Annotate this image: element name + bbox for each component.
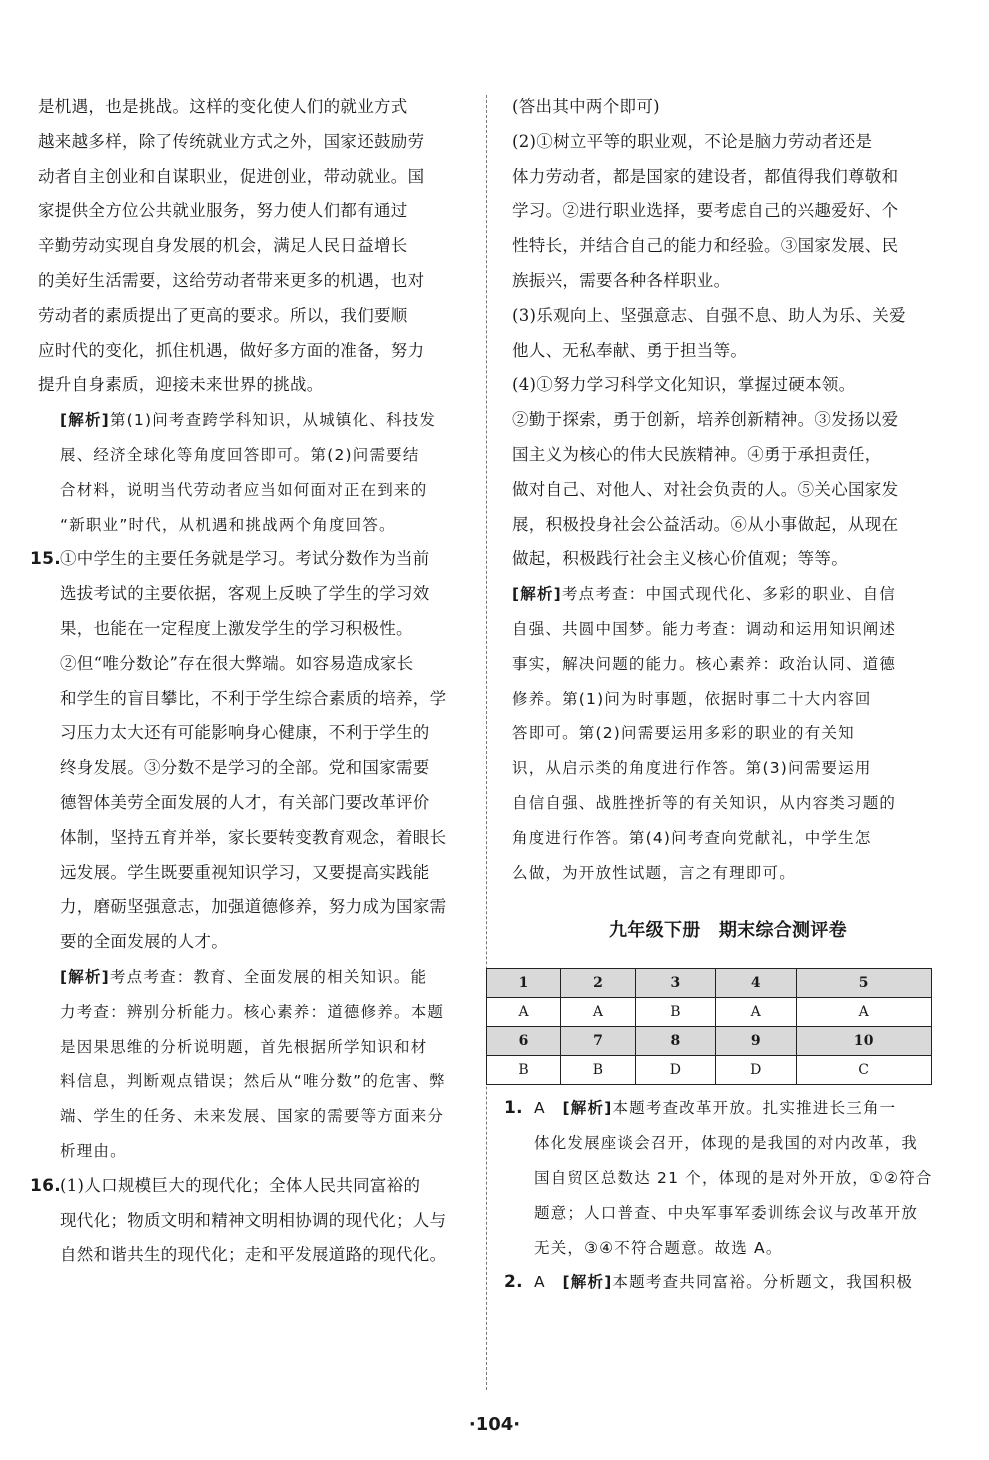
table-cell: 4 — [716, 969, 796, 998]
analysis-15: [解析]考点考查：教育、全面发展的相关知识。能 力考查：辨别分析能力。核心素养：道德修养。本题 是因果思维的分析说明题，首先根据所学知识和材 料信息，判断观点错误；然后从“唯分数”的危害、弊 端、学生的任务、未来发展、国家的需要等方面来分 析理由。 — [60, 967, 446, 1160]
analysis-label: [解析] — [562, 1273, 613, 1292]
analysis-label: [解析] — [60, 411, 110, 430]
table-row — [487, 1027, 932, 1056]
answer-choice: A — [534, 1273, 546, 1292]
table-cell: D — [635, 1056, 715, 1085]
table-row — [487, 998, 932, 1027]
table-cell: C — [796, 1056, 931, 1085]
answer-2: 2. A [解析]本题考查共同富裕。分析题文，我国积极 — [512, 1265, 944, 1300]
table-cell: 5 — [796, 969, 931, 998]
table-cell: 6 — [487, 1027, 561, 1056]
table-row — [487, 969, 932, 998]
text-line: 应时代的变化，抓住机遇，做好多方面的准备，努力 — [38, 340, 425, 360]
answer-1: 1. A [解析]本题考查改革开放。扎实推进长三角一 体化发展座谈会召开，体现的是我国的对内改革，我 国自贸区总数达 21 个，体现的是对外开放，①②符合 题意；人口普查、中央军事军委训练会议与改革开放 无关，③④不符合题意。故选 A。 — [512, 1091, 944, 1265]
table-cell: 10 — [796, 1027, 931, 1056]
text-line: 动者自主创业和自谋职业，促进创业，带动就业。国 — [38, 166, 425, 186]
table-cell: B — [635, 998, 715, 1027]
table-cell: 3 — [635, 969, 715, 998]
analysis-label: [解析] — [60, 967, 110, 986]
table-cell: 7 — [561, 1027, 635, 1056]
table-cell: 9 — [716, 1027, 796, 1056]
table-row — [487, 1056, 932, 1085]
table-cell: A — [487, 998, 561, 1027]
question-number: 15. — [30, 549, 62, 570]
text-line: 越来越多样，除了传统就业方式之外，国家还鼓励劳 — [38, 131, 425, 151]
text-line: 家提供全方位公共就业服务，努力使人们都有通过 — [38, 201, 408, 221]
table-cell: 8 — [635, 1027, 715, 1056]
text-line: 提升自身素质，迎接未来世界的挑战。 — [38, 375, 324, 395]
text-line: 辛勤劳动实现自身发展的机会，满足人民日益增长 — [38, 236, 408, 256]
section-title: 九年级下册 期末综合测评卷 — [609, 920, 847, 942]
question-number: 16. — [30, 1175, 62, 1196]
analysis-16: [解析]考点考查：中国式现代化、多彩的职业、自信 自强、共圆中国梦。能力考查：调动和运用知识阐述 事实，解决问题的能力。核心素养：政治认同、道德 修养。第(1)问为时事题，依据时事二十大内容回 答即可。第(2)问需要运用多彩的职业的有关知 识，从启示类的角度进行作答。第(3)问需要运用 自信自强、战胜挫折等的有关知识，从内容类习题的 角度进行作答。第(4)问考查向党献礼，中学生怎 么做，为开放性试题，言之有理即可。 — [512, 585, 897, 882]
table-cell: 1 — [487, 969, 561, 998]
text-line: 劳动者的素质提出了更高的要求。所以，我们要顺 — [38, 305, 408, 325]
answer-16-continued: (答出其中两个即可) (2)①树立平等的职业观，不论是脑力劳动者还是 体力劳动者，都是国家的建设者，都值得我们尊敬和 学习。②进行职业选择，要考虑自己的兴趣爱好、个 性特长，并结合自己的能力和经验。③国家发展、民 族振兴，需要各种各样职业。 (3)乐观向上、坚强意志、自强不息、助人为乐、关爱 他人、无私奉献、勇于担当等。 (4)①努力学习科学文化知识，掌握过硬本领。 ②勤于探索，勇于创新，培养创新精神。③发扬以爱 国主义为核心的伟大民族精神。④勇于承担责任， 做对自己、对他人、对社会负责的人。⑤关心国家发 展，积极投身社会公益活动。⑥从小事做起，从现在 做起，积极践行社会主义核心价值观；等等。 — [512, 97, 906, 569]
table-cell: B — [561, 1056, 635, 1085]
answer-14-continued — [38, 90, 470, 403]
text-line: 的美好生活需要，这给劳动者带来更多的机遇，也对 — [38, 270, 425, 290]
answer-choice: A — [534, 1099, 546, 1118]
answer-15: 15. ①中学生的主要任务就是学习。考试分数作为当前 选拔考试的主要依据，客观上反映了学生的学习效 果，也能在一定程度上激发学生的学习积极性。 ②但“唯分数论”存在很大弊端。如容易造成家长 和学生的盲目攀比，不利于学生综合素质的培养，学 习压力太大还有可能影响身心健康，不利于学生的 终身发展。③分数不是学习的全部。党和国家需要 德智体美劳全面发展的人才，有关部门要改革评价 体制，坚持五育并举，家长要转变教育观念，着眼长 远发展。学生既要重视知识学习，又要提高实践能 力，磨砺坚强意志，加强道德修养，努力成为国家需 要的全面发展的人才。 — [38, 542, 470, 960]
table-cell: A — [716, 998, 796, 1027]
answer-16: 16. (1)人口规模巨大的现代化；全体人民共同富裕的 现代化；物质文明和精神文明相协调的现代化；人与 自然和谐共生的现代化；走和平发展道路的现代化。 — [38, 1169, 470, 1273]
right-column — [504, 90, 944, 1300]
left-column — [30, 90, 470, 1273]
table-cell: A — [796, 998, 931, 1027]
table-cell: B — [487, 1056, 561, 1085]
analysis-label: [解析] — [562, 1099, 613, 1118]
question-number: 1. — [504, 1098, 523, 1119]
column-divider — [486, 95, 487, 1390]
table-cell: 2 — [561, 969, 635, 998]
text-line: 是机遇，也是挑战。这样的变化使人们的就业方式 — [38, 97, 408, 116]
table-cell: D — [716, 1056, 796, 1085]
page-number: ·104· — [468, 1414, 521, 1435]
answer-table — [486, 968, 932, 1085]
question-number: 2. — [504, 1272, 523, 1293]
analysis-14: [解析]第(1)问考查跨学科知识，从城镇化、科技发 展、经济全球化等角度回答即可。第(2)问需要结 合材料，说明当代劳动者应当如何面对正在到来的 “新职业”时代，从机遇和挑战两个角度回答。 — [60, 411, 437, 534]
analysis-label: [解析] — [512, 585, 562, 604]
table-cell: A — [561, 998, 635, 1027]
